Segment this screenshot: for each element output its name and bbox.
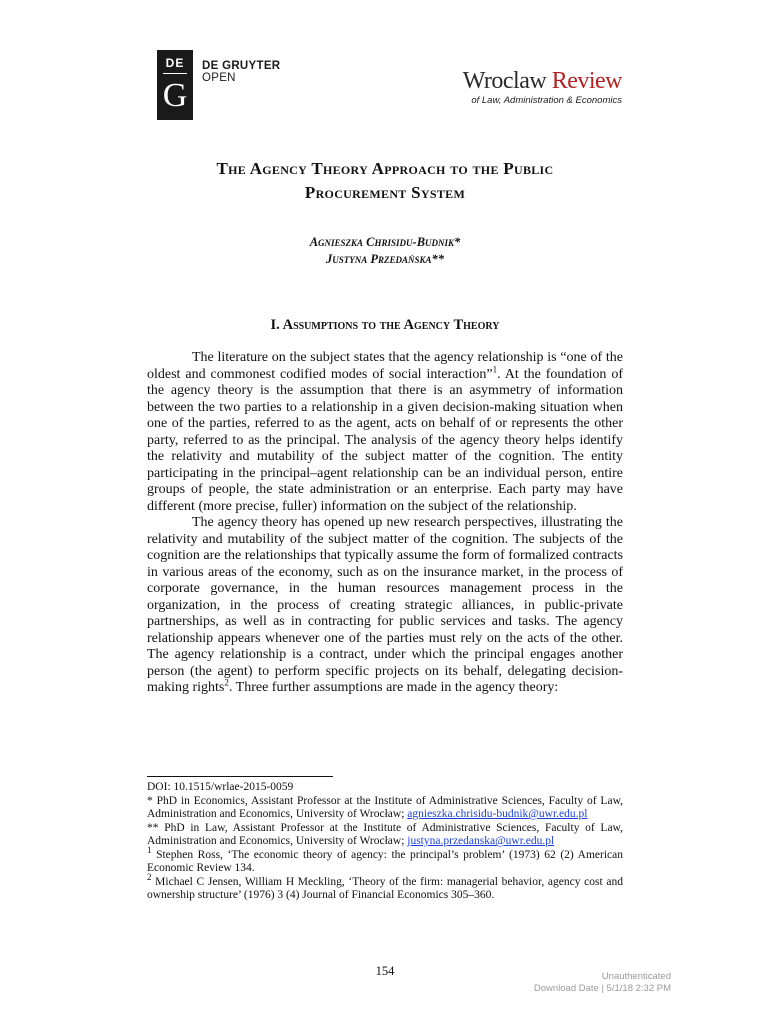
author-2-note-text: ** PhD in Law, Assistant Professor at the Institute of Administrative Sciences, Faculty of Law, Administration and Economics, University of Wrocław;	[147, 821, 623, 847]
publisher-name-line1: DE GRUYTER	[202, 60, 281, 72]
section-heading: I. Assumptions to the Agency Theory	[270, 317, 500, 333]
auth-status: Unauthenticated	[601, 971, 671, 982]
journal-name-part2: Review	[551, 68, 622, 94]
author-1: Agnieszka Chrisidu-Budnik*	[309, 235, 461, 249]
publisher-logo	[157, 50, 193, 120]
footnote-2	[147, 871, 623, 903]
doi: DOI: 10.1515/wrlae-2015-0059	[147, 781, 294, 793]
paragraph-1-text-b: . At the foundation of the agency theory is the assumption that there is an asymmetry of information between the two parties to a relationship in a given decision-making situation when one of the parties, referred to as the agent, acts on behalf of or represents the other party, referred to as the principal. The analysis of the agency theory helps identify the relativity and mutability of the subject matter of the cognition. The entity participating in the principal–agent relationship can be an individual person, entire groups of people, the state administration or an enterprise. Each party may have different (more precise, fuller) information on the subject of the relationship.	[147, 366, 623, 514]
author-2-note	[147, 822, 623, 849]
publisher-logo-de: DE	[165, 56, 185, 70]
paragraph-1	[147, 350, 623, 515]
footnote-ref-2[interactable]: 2	[224, 677, 229, 688]
footnotes	[147, 781, 623, 903]
footnote-2-number: 2	[147, 871, 152, 882]
paragraph-2	[147, 515, 623, 697]
footnote-divider	[147, 776, 333, 777]
journal-name	[463, 68, 622, 94]
journal-subtitle: of Law, Administration & Economics	[471, 95, 622, 106]
footnote-ref-1[interactable]: 1	[492, 363, 498, 374]
article-title-line1: The Agency Theory Approach to the Public	[216, 159, 554, 178]
publisher-logo-divider	[163, 73, 187, 74]
download-date: Download Date | 5/1/18 2:32 PM	[533, 983, 671, 994]
article-title	[147, 157, 623, 205]
author-2-email-link[interactable]: justyna.przedanska@uwr.edu.pl	[407, 835, 555, 847]
article-title-line2: Procurement System	[304, 183, 466, 202]
article-authors	[147, 234, 623, 268]
paragraph-2-text-a: The agency theory has opened up new research perspectives, illustrating the relativity and mutability of the subject matter of the cognition. The subjects of the cognition are the relationships that typically assume the form of formalized contracts in various areas of the economy, such as on the insurance market, in the process of corporate governance, in the human resources management process in the organization, in the process of creating strategic alliances, in public-private partnerships, as well as in contracting for public services and tasks. The agency relationship appears whenever one of the parties must rely on the acts of the other. The agency relationship is a contract, under which the principal engages another person (the agent) to perform specific projects on its behalf, delegating decision-making rights	[147, 515, 623, 695]
footnote-1-text: Stephen Ross, ‘The economic theory of agency: the principal’s problem’ (1973) 62 (2) American Economic Review 134.	[147, 848, 623, 874]
publisher-name-line2: OPEN	[202, 72, 236, 84]
author-2: Justyna Przedańska**	[325, 252, 445, 266]
paragraph-1-text-a: The literature on the subject states that the agency relationship is “one of the oldest and commonest codified modes of social interaction”	[147, 350, 623, 382]
article-body	[147, 350, 623, 697]
publisher-name	[202, 60, 280, 84]
paragraph-2-text-b: . Three further assumptions are made in the agency theory:	[228, 680, 559, 695]
journal-logo	[463, 68, 622, 106]
author-1-note	[147, 795, 623, 822]
footnote-1	[147, 844, 623, 876]
page-number: 154	[375, 964, 395, 978]
author-1-email-link[interactable]: agnieszka.chrisidu-budnik@uwr.edu.pl	[407, 808, 588, 820]
publisher-logo-g: G	[162, 77, 188, 114]
download-stamp	[534, 971, 671, 995]
footnote-2-text: Michael C Jensen, William H Meckling, ‘Theory of the firm: managerial behavior, agency cost and ownership structure’ (1976) 3 (4) Journal of Financial Economics 305–360.	[147, 875, 623, 901]
journal-name-part1: Wroclaw	[462, 68, 547, 94]
footnote-1-number: 1	[147, 844, 152, 855]
author-1-note-text: * PhD in Economics, Assistant Professor at the Institute of Administrative Sciences, Faculty of Law, Administration and Economics, University of Wrocław;	[147, 794, 623, 820]
